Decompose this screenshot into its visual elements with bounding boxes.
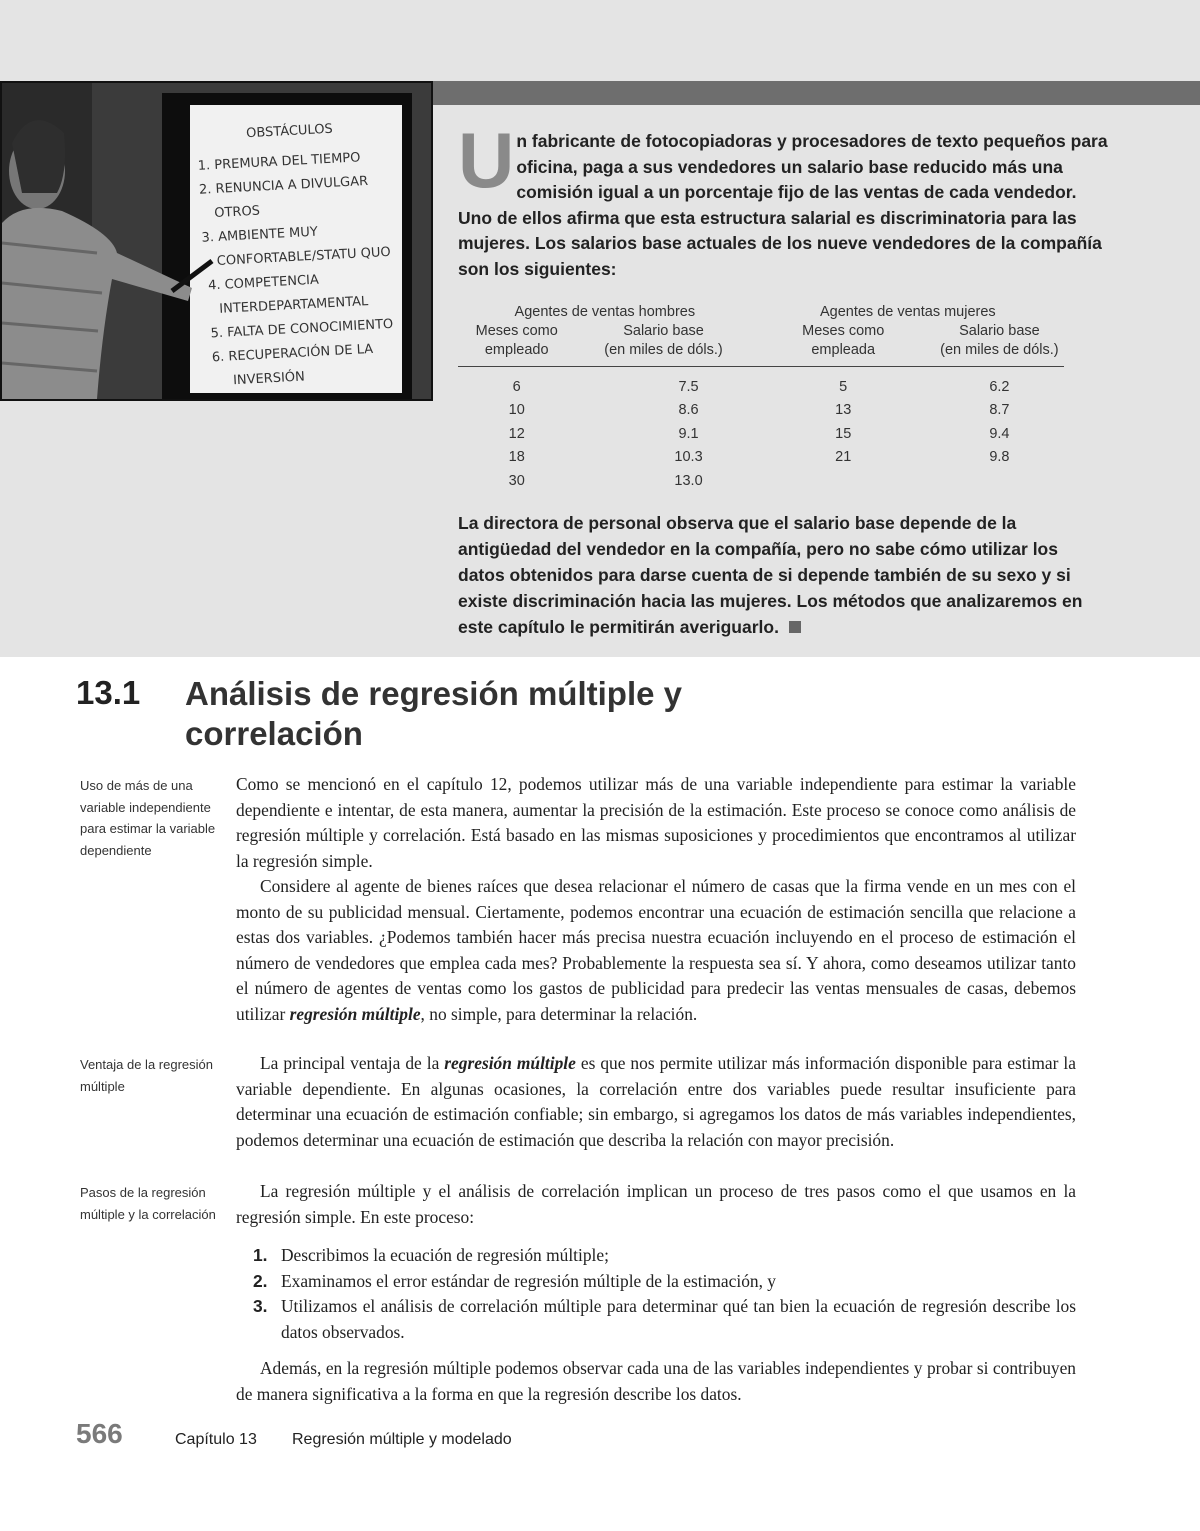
board-line: 6. RECUPERACIÓN DE LA	[211, 341, 374, 366]
table-row: 6 7.5 5 6.2	[512, 378, 1010, 395]
paragraph-5: Además, en la regresión múltiple podemos observar cada una de las variables independientes y probar si contribuyen de manera significativa a la forma en que la regresión describe los datos.	[236, 1358, 1076, 1404]
list-item: 1. Describimos la ecuación de regresión múltiple;	[253, 1245, 609, 1265]
footer-chapter: Capítulo 13	[175, 1431, 257, 1448]
board-line: INTERDEPARTAMENTAL	[218, 294, 369, 317]
outro-text: La directora de personal observa que el salario base depende de la antigüedad del vendedor en la compañía, pero no sabe cómo utilizar los datos obtenidos para darse cuenta de si depende también de su sexo y si existe discriminación hacia las mujeres. Los métodos que analizaremos en este capítulo le permitirán averiguarlo.	[458, 513, 1083, 637]
table-row: 18 10.3 21 9.8	[508, 449, 1010, 466]
section-title: Análisis de regresión múltiple y correlación	[185, 675, 682, 752]
board-line: 5. FALTA DE CONOCIMIENTO	[210, 316, 394, 342]
paragraph-3: La principal ventaja de la regresión múltiple es que nos permite utilizar más información disponible para estimar la variable dependiente. En algunas ocasiones, la correlación entre dos variables puede resultar insuficiente para determinar una ecuación de estimación confiable; sin embargo, si agregamos los datos de más variables independientes, podemos determinar una ecuación de estimación que describa la relación con mayor precisión.	[236, 1053, 1076, 1150]
outro-paragraph	[458, 510, 1108, 640]
board-line: INVERSIÓN	[232, 369, 306, 389]
board-line: 1. PREMURA DEL TIEMPO	[197, 150, 361, 174]
board-line: OTROS	[213, 203, 261, 222]
board-line: CONFORTABLE/STATU QUO	[216, 244, 392, 269]
margin-note-uso: Uso de más de una variable independiente para estimar la variable dependiente	[80, 778, 216, 858]
opening-photo	[0, 81, 433, 401]
end-mark-icon	[789, 621, 801, 633]
group-header-women: Agentes de ventas mujeres	[819, 304, 996, 320]
section-number: 13.1	[76, 674, 141, 711]
salary-table	[458, 302, 1064, 493]
intro-text: n fabricante de fotocopiadoras y procesadores de texto pequeños para oficina, paga a sus vendedores un salario base reducido más una comisión igual a un porcentaje fijo de las ventas de cada vendedor. Uno de ellos afirma que esta estructura salarial es discriminatoria para las mujeres. Los salarios base actuales de los nueve vendedores de la compañía son los siguientes:	[458, 131, 1108, 279]
col-months-women: Meses como empleada	[752, 322, 935, 367]
steps-list	[236, 1243, 1076, 1345]
table-row: 10 8.6 13 8.7	[508, 402, 1010, 419]
footer-title: Regresión múltiple y modelado	[292, 1431, 512, 1448]
col-salary-women: Salario base (en miles de dóls.)	[935, 322, 1064, 367]
col-salary-men: Salario base (en miles de dóls.)	[575, 322, 751, 367]
paragraph-2: Considere al agente de bienes raíces que desea relacionar el número de casas que la firma vende en un mes con el monto de su publicidad mensual. Ciertamente, podemos encontrar una ecuación de estimación sencilla que relacione a estas dos variables. ¿Podemos también hacer más precisa nuestra ecuación incluyendo en el proceso de estimación el número de vendedores que emplea cada mes? Probablemente la respuesta sea sí. Y ahora, como deseamos utilizar tanto el número de agentes de ventas como los gastos de publicidad para predecir las ventas mensuales de casas, debemos utilizar regresión múltiple, no simple, para determinar la relación.	[236, 876, 1076, 1024]
col-months-men: Meses como empleado	[458, 322, 575, 367]
margin-note-ventaja: Ventaja de la regresión múltiple	[80, 1057, 213, 1094]
paragraph-1: Como se mencionó en el capítulo 12, podemos utilizar más de una variable independiente para estimar la variable dependiente e intentar, de esta manera, aumentar la precisión de la estimación. Este proceso se conoce como análisis de regresión múltiple y correlación. Está basado en las mismas suposiciones y procedimientos que encontramos al utilizar la regresión simple.	[236, 774, 1076, 871]
page-number: 566	[76, 1418, 123, 1449]
group-header-men: Agentes de ventas hombres	[514, 304, 696, 320]
list-item: 2. Examinamos el error estándar de regresión múltiple de la estimación, y	[253, 1270, 776, 1291]
board-line: 4. COMPETENCIA	[207, 272, 320, 294]
board-line: 2. RENUNCIA A DIVULGAR	[198, 173, 369, 198]
board-title: OBSTÁCULOS	[245, 121, 334, 142]
photo-illustration	[2, 83, 431, 399]
table-row: 12 9.1 15 9.4	[508, 425, 1010, 442]
header-bar	[433, 81, 1200, 105]
intro-paragraph	[458, 116, 1108, 283]
board-line: 3. AMBIENTE MUY	[201, 224, 319, 246]
list-item: 3. Utilizamos el análisis de correlación múltiple para determinar qué tan bien la ecuación de regresión describe los datos observados.	[253, 1296, 1076, 1342]
paragraph-4: La regresión múltiple y el análisis de correlación implican un proceso de tres pasos como el que usamos en la regresión simple. En este proceso:	[236, 1181, 1076, 1227]
table-row: 30 13.0	[508, 472, 703, 489]
drop-cap: U	[458, 116, 515, 204]
margin-note-pasos: Pasos de la regresión múltiple y la correlación	[80, 1185, 216, 1222]
